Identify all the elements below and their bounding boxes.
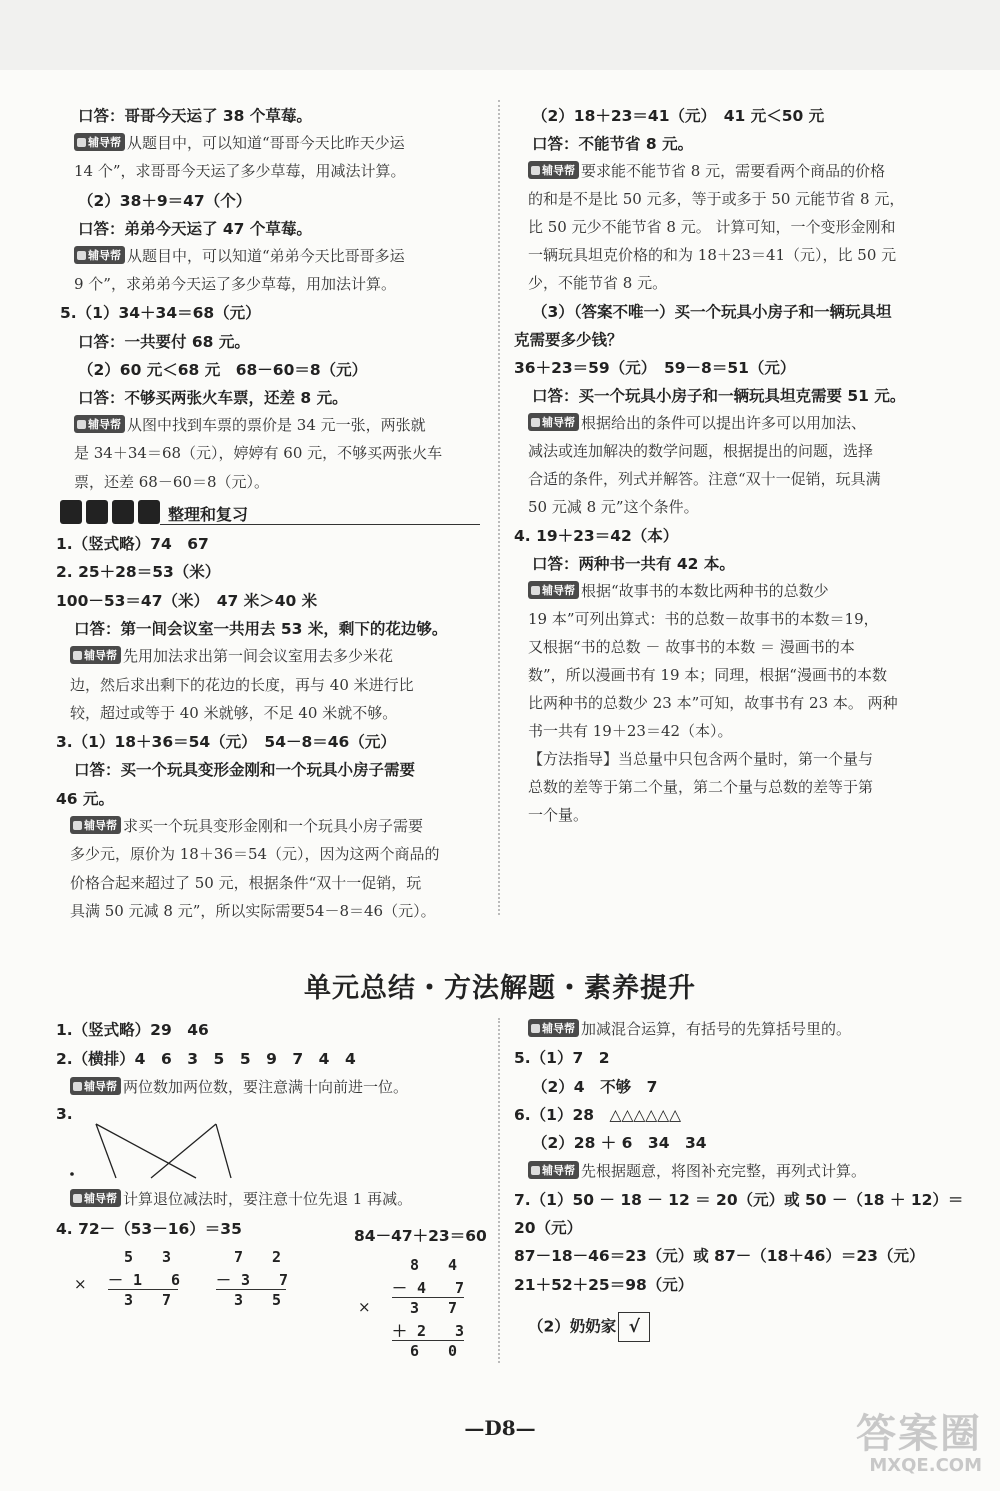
text-line: 的和是不是比 50 元多，等于或多于 50 元能节省 8 元， bbox=[528, 190, 905, 208]
book-icon bbox=[73, 1082, 82, 1091]
book-icon bbox=[77, 138, 86, 147]
q4-right-expression: 84－47＋23＝60 bbox=[354, 1227, 487, 1245]
answer-line: 口答：弟弟今天运了 47 个草莓。 bbox=[78, 219, 312, 238]
explanation-line: 辅导帮 求买一个玩具变形金刚和一个玩具小房子需要 bbox=[70, 815, 423, 836]
tutor-badge: 辅导帮 bbox=[528, 1161, 579, 1179]
tutor-badge: 辅导帮 bbox=[528, 413, 579, 431]
book-icon bbox=[531, 1024, 540, 1033]
calc3-add: ＋2 3 bbox=[392, 1322, 475, 1340]
answer-line: （3）（答案不唯一）买一个玩具小房子和一辆玩具坦 bbox=[532, 303, 892, 321]
text-line: 合适的条件，列式并解答。注意“双十一促销，玩具满 bbox=[528, 470, 881, 488]
answer-line: 口答：买一个玩具变形金刚和一个玩具小房子需要 bbox=[74, 761, 416, 780]
calc2-result: 3 5 bbox=[234, 1291, 292, 1309]
answer-line: （2）4 不够 7 bbox=[532, 1077, 658, 1096]
q2-note: 辅导帮 两位数加两位数，要注意满十向前进一位。 bbox=[70, 1076, 408, 1097]
page-number: —D8— bbox=[464, 1416, 536, 1440]
text-line: 价格合起来超过了 50 元，根据条件“双十一促销，玩 bbox=[70, 873, 422, 892]
q7-part2: （2）奶奶家 √ bbox=[528, 1312, 650, 1342]
book-icon bbox=[73, 651, 82, 660]
answer-line: 46 元。 bbox=[56, 789, 114, 808]
bottom-left-column bbox=[56, 1018, 496, 1368]
answer-line: 口答：一共要付 68 元。 bbox=[78, 332, 250, 351]
answer-line: 87－18－46＝23（元）或 87－（18＋46）＝23（元） bbox=[514, 1247, 925, 1266]
tutor-badge: 辅导帮 bbox=[528, 161, 579, 179]
header-block-2 bbox=[86, 500, 108, 524]
text-line: 具满 50 元减 8 元”，所以实际需要54－8＝46（元）。 bbox=[70, 901, 436, 920]
answer-line: 36＋23＝59（元） 59－8＝51（元） bbox=[514, 359, 796, 377]
calc1-result: 3 7 bbox=[124, 1291, 182, 1309]
explanation-line: 辅导帮 根据给出的条件可以提出许多可以用加法、 bbox=[528, 412, 866, 433]
text-line: 一辆玩具坦克价格的和为 18＋23＝41（元），比 50 元 bbox=[528, 246, 897, 264]
explanation-line: 辅导帮 根据“故事书的本数比两种书的总数少 bbox=[528, 580, 829, 601]
book-icon bbox=[77, 251, 86, 260]
answer-line: 口答：不够买两张火车票，还差 8 元。 bbox=[78, 389, 348, 407]
answer-line: 21＋52＋25＝98（元） bbox=[514, 1275, 694, 1294]
cross-mark: × bbox=[358, 1298, 371, 1316]
calc1-rule bbox=[108, 1289, 178, 1290]
text-line: 14 个”，求哥哥今天运了多少草莓，用减法计算。 bbox=[74, 162, 406, 181]
answer-line: 100－53＝47（米） 47 米＞40 米 bbox=[56, 591, 318, 610]
review-section-header bbox=[60, 500, 480, 526]
book-icon bbox=[531, 586, 540, 595]
q1-answer: 1.（竖式略）29 46 bbox=[56, 1021, 209, 1039]
calc1-top: 5 3 bbox=[124, 1248, 182, 1266]
checked-box: √ bbox=[618, 1312, 650, 1342]
book-icon bbox=[531, 418, 540, 427]
answer-line: 20（元） bbox=[514, 1219, 583, 1238]
answer-line: 5.（1）7 2 bbox=[514, 1049, 610, 1068]
tutor-badge: 辅导帮 bbox=[74, 415, 125, 433]
book-icon bbox=[73, 821, 82, 830]
answer-line: 口答：两种书一共有 42 本。 bbox=[532, 555, 735, 573]
text-line: 50 元减 8 元”这个条件。 bbox=[528, 498, 699, 516]
tutor-badge: 辅导帮 bbox=[70, 1077, 121, 1095]
book-icon bbox=[77, 420, 86, 429]
calc2-sub: －3 7 bbox=[216, 1271, 299, 1289]
answer-line: （2）60 元＜68 元 68－60＝8（元） bbox=[78, 360, 368, 379]
explanation-line: 辅导帮 从题目中，可以知道“弟弟今天比哥哥多运 bbox=[74, 245, 405, 266]
calc3-mid: 3 7 bbox=[410, 1299, 468, 1317]
calc3-top: 8 4 bbox=[410, 1256, 468, 1274]
column-divider-top bbox=[498, 100, 500, 915]
text-line: 又根据“书的总数 － 故事书的本数 ＝ 漫画书的本 bbox=[528, 638, 855, 656]
explanation-line: 辅导帮 先用加法求出第一间会议室用去多少米花 bbox=[70, 645, 393, 666]
answer-line: 4. 19＋23＝42（本） bbox=[514, 527, 679, 545]
text-line: 【方法指导】当总量中只包含两个量时，第一个量与 bbox=[528, 750, 874, 768]
answer-line: 口答：买一个玩具小房子和一辆玩具坦克需要 51 元。 bbox=[532, 387, 906, 405]
text-line: 比 50 元少不能节省 8 元。 计算可知，一个变形金刚和 bbox=[528, 218, 896, 236]
calc3-result: 6 0 bbox=[410, 1342, 468, 1360]
text-line: 多少元，原价为 18＋36＝54（元），因为这两个商品的 bbox=[70, 845, 440, 864]
answer-line: （2）18＋23＝41（元） 41 元＜50 元 bbox=[532, 107, 825, 125]
answer-line: 7.（1）50 － 18 － 12 ＝ 20（元）或 50 －（18 ＋ 12）＝ bbox=[514, 1190, 964, 1209]
tutor-badge: 辅导帮 bbox=[528, 581, 579, 599]
answer-line: 1.（竖式略）74 67 bbox=[56, 535, 209, 553]
tutor-badge: 辅导帮 bbox=[70, 1189, 121, 1207]
q3-label: 3. bbox=[56, 1105, 73, 1123]
q2-answer: 2.（横排）4 6 3 5 5 9 7 4 4 bbox=[56, 1050, 356, 1068]
text-line: 19 本”可列出算式：书的总数－故事书的本数＝19， bbox=[528, 610, 879, 628]
calc3-rule1 bbox=[392, 1297, 464, 1298]
tutor-badge: 辅导帮 bbox=[70, 816, 121, 834]
answer-line: （2）28 ＋ 6 34 34 bbox=[532, 1134, 707, 1153]
calc2-rule bbox=[216, 1289, 286, 1290]
text-line: 9 个”，求弟弟今天运了多少草莓，用加法计算。 bbox=[74, 275, 396, 294]
header-block-3 bbox=[112, 500, 134, 524]
book-icon bbox=[73, 1194, 82, 1203]
text-line: 比两种书的总数少 23 本”可知，故事书有 23 本。 两种 bbox=[528, 694, 898, 712]
explanation-line: 辅导帮 先根据题意，将图补充完整，再列式计算。 bbox=[528, 1160, 866, 1181]
header-block-1 bbox=[60, 500, 82, 524]
explanation-line: 辅导帮 加减混合运算，有括号的先算括号里的。 bbox=[528, 1018, 851, 1039]
calc2-top: 7 2 bbox=[234, 1248, 292, 1266]
text-line: 书一共有 19＋23＝42（本）。 bbox=[528, 722, 733, 740]
text-line: 数”，所以漫画书有 19 本；同理，根据“漫画书的本数 bbox=[528, 666, 887, 684]
q3-note: 辅导帮 计算退位减法时，要注意十位先退 1 再减。 bbox=[70, 1188, 412, 1209]
answer-line: 2. 25＋28＝53（米） bbox=[56, 563, 221, 582]
explanation-line: 辅导帮 从题目中，可以知道“哥哥今天比昨天少运 bbox=[74, 132, 405, 153]
text-line: 边，然后求出剩下的花边的长度，再与 40 米进行比 bbox=[70, 675, 414, 694]
header-block-4 bbox=[138, 500, 160, 524]
top-margin-band bbox=[0, 0, 1000, 70]
tutor-badge: 辅导帮 bbox=[528, 1019, 579, 1037]
answer-line: 口答：第一间会议室一共用去 53 米，剩下的花边够。 bbox=[74, 619, 448, 638]
watermark-logo: 答案圈 MXQE.COM bbox=[856, 1410, 982, 1476]
answer-line: （2）38＋9＝47（个） bbox=[78, 191, 252, 210]
q3-matching-lines bbox=[66, 1118, 246, 1188]
text-line: 是 34＋34＝68（元），婷婷有 60 元，不够买两张火车 bbox=[74, 444, 443, 463]
answer-line: 5.（1）34＋34＝68（元） bbox=[60, 304, 261, 323]
answer-line: 口答：哥哥今天运了 38 个草莓。 bbox=[78, 107, 312, 125]
header-rule bbox=[160, 524, 480, 525]
text-line: 票，还差 68－60＝8（元）。 bbox=[74, 472, 269, 491]
explanation-line: 辅导帮 要求能不能节省 8 元，需要看两个商品的价格 bbox=[528, 160, 885, 181]
book-icon bbox=[531, 1166, 540, 1175]
cross-mark: × bbox=[74, 1275, 87, 1293]
tutor-badge: 辅导帮 bbox=[74, 246, 125, 264]
unit-summary-title: 单元总结・方法解题・素养提升 bbox=[304, 973, 696, 1004]
explanation-line: 辅导帮 从图中找到车票的票价是 34 元一张，两张就 bbox=[74, 414, 426, 435]
calc1-sub: －1 6 bbox=[108, 1271, 191, 1289]
review-title: 整理和复习 bbox=[168, 505, 249, 524]
answer-line: 6.（1）28 △△△△△△ bbox=[514, 1105, 682, 1124]
text-line: 一个量。 bbox=[528, 806, 589, 824]
answer-line: 口答：不能节省 8 元。 bbox=[532, 135, 694, 153]
text-line: 总数的差等于第二个量，第二个量与总数的差等于第 bbox=[528, 778, 874, 796]
tutor-badge: 辅导帮 bbox=[74, 133, 125, 151]
column-divider-bottom bbox=[498, 1018, 500, 1363]
text-line: 较，超过或等于 40 米就够，不足 40 米就不够。 bbox=[70, 703, 398, 722]
calc3-sub: －4 7 bbox=[392, 1279, 475, 1297]
answer-line: 3.（1）18＋36＝54（元） 54－8＝46（元） bbox=[56, 733, 396, 752]
text-line: 少，不能节省 8 元。 bbox=[528, 274, 668, 292]
q4-expression: 4. 72－（53－16）＝35 bbox=[56, 1220, 242, 1238]
text-line: 减法或连加解决的数学问题，根据提出的问题，选择 bbox=[528, 442, 874, 460]
tutor-badge: 辅导帮 bbox=[70, 646, 121, 664]
book-icon bbox=[531, 166, 540, 175]
calc3-rule2 bbox=[392, 1340, 464, 1341]
answer-line: 克需要多少钱？ bbox=[514, 331, 623, 349]
